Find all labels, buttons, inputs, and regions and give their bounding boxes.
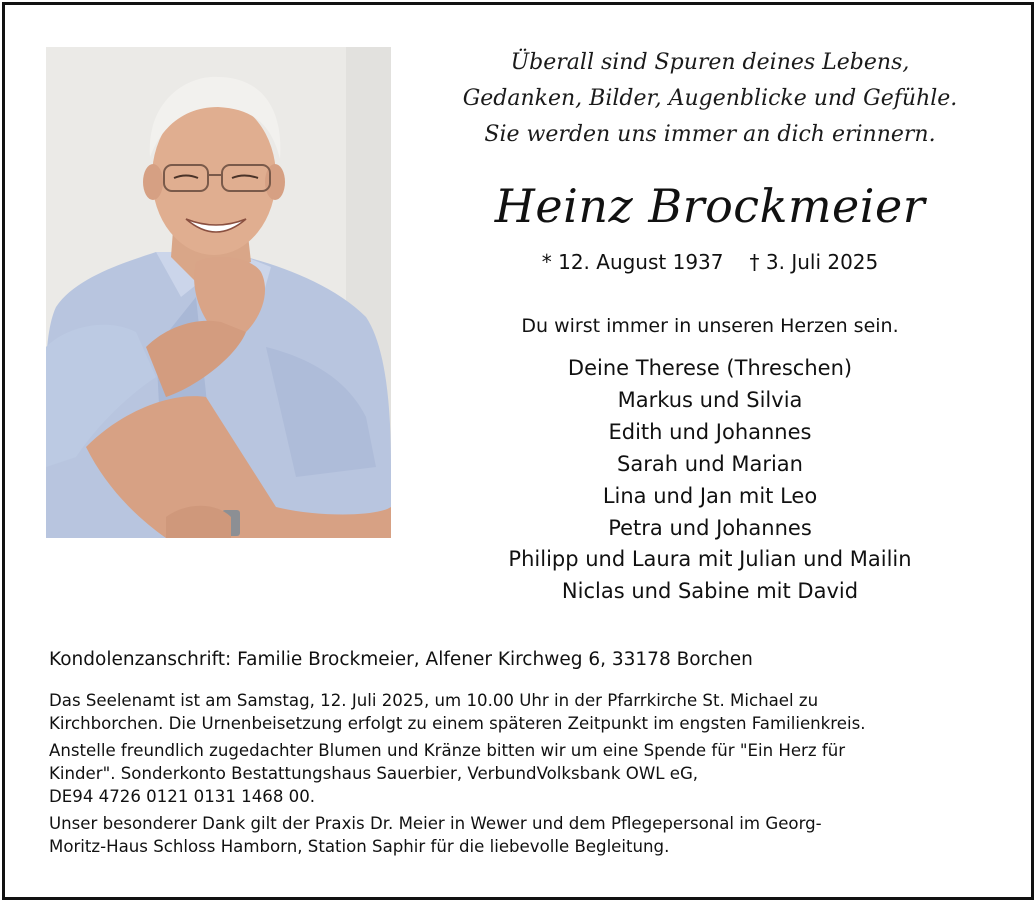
paragraph-line: Moritz-Haus Schloss Hamborn, Station Saphir für die liebevolle Begleitung. <box>49 837 670 856</box>
verse <box>415 45 1005 153</box>
mourners-list <box>415 353 1005 608</box>
death-date: † 3. Juli 2025 <box>749 250 879 274</box>
portrait-illustration <box>46 47 391 538</box>
service-paragraph <box>49 689 1009 735</box>
mourner-entry: Lina und Jan mit Leo <box>602 483 818 508</box>
life-dates <box>415 245 1005 279</box>
mourner-entry: Deine Therese (Threschen) <box>567 356 853 380</box>
service-details <box>49 689 1009 862</box>
verse-line: Sie werden uns immer an dich erinnern. <box>484 122 936 147</box>
mourner-entry: Petra und Johannes <box>608 515 812 540</box>
thanks-paragraph <box>49 812 1009 858</box>
paragraph-line: Anstelle freundlich zugedachter Blumen und Kränze bitten wir um eine Spende für "Ein Herz für <box>49 741 846 760</box>
mourner-entry: Edith und Johannes <box>608 419 812 444</box>
paragraph-line: Unser besonderer Dank gilt der Praxis Dr. Meier in Wewer und dem Pflegepersonal im Georg- <box>49 814 822 833</box>
mourner-entry: Philipp und Laura mit Julian und Mailin <box>508 547 912 572</box>
verse-line: Überall sind Spuren deines Lebens, <box>510 50 910 75</box>
paragraph-line: Kirchborchen. Die Urnenbeisetzung erfolgt zu einem späteren Zeitpunkt im engsten Familienkreis. <box>49 714 866 733</box>
mourner-entry: Niclas und Sabine mit David <box>561 579 859 604</box>
paragraph-line: DE94 4726 0121 0131 1468 00. <box>49 787 316 806</box>
motto: Du wirst immer in unseren Herzen sein. <box>521 315 899 337</box>
verse-line: Gedanken, Bilder, Augenblicke und Gefühle. <box>462 86 958 111</box>
mourner-entry: Markus und Silvia <box>617 387 803 412</box>
deceased-name: Heinz Brockmeier <box>494 179 926 233</box>
paragraph-line: Das Seelenamt ist am Samstag, 12. Juli 2025, um 10.00 Uhr in der Pfarrkirche St. Michael zu <box>49 691 819 710</box>
condolence-address: Kondolenzanschrift: Familie Brockmeier, Alfener Kirchweg 6, 33178 Borchen <box>49 649 753 670</box>
donation-paragraph <box>49 739 1009 808</box>
paragraph-line: Kinder". Sonderkonto Bestattungshaus Sauerbier, VerbundVolksbank OWL eG, <box>49 764 699 783</box>
obituary-card <box>2 2 1034 900</box>
birth-date: * 12. August 1937 <box>541 250 724 274</box>
mourner-entry: Sarah und Marian <box>617 451 803 476</box>
portrait-photo <box>46 47 391 538</box>
